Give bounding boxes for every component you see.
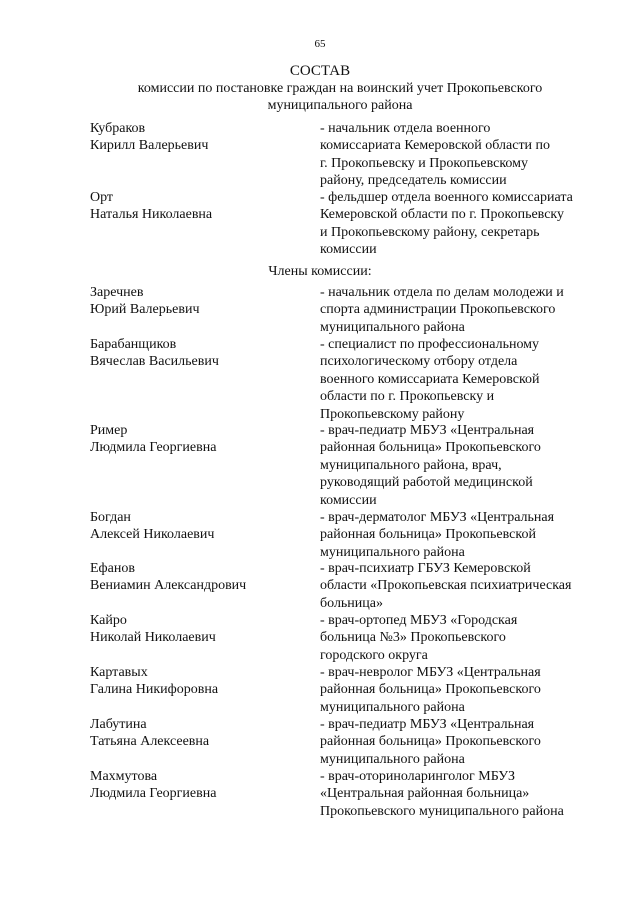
member-surname: Лабутина (90, 717, 147, 732)
member-given-name: Вениамин Александрович (90, 578, 247, 594)
role-line: муниципального района (320, 699, 465, 715)
role-line: району, председатель комиссии (320, 173, 507, 189)
member-given-name: Людмила Георгиевна (90, 440, 217, 456)
role-line: области по г. Прокопьевску и (320, 389, 495, 405)
subtitle-line: комиссии по постановке граждан на воинский учет Прокопьевского (137, 81, 543, 96)
member-surname: Заречнев (90, 285, 144, 300)
role-line: комиссариата Кемеровской области по (320, 138, 551, 154)
role-line: больница» (320, 595, 383, 611)
member-surname: Картавых (90, 665, 148, 680)
member-name (90, 716, 300, 751)
role-line: - врач-педиатр МБУЗ «Центральная (320, 423, 535, 438)
role-line: Прокопьевскому району (320, 406, 465, 422)
role-line: - врач-невролог МБУЗ «Центральная (320, 665, 541, 680)
role-line: - специалист по профессиональному (320, 337, 540, 352)
member-surname: Орт (90, 190, 114, 205)
member-given-name: Татьяна Алексеевна (90, 734, 210, 750)
role-line: муниципального района, врач, (320, 457, 502, 473)
role-line: - врач-педиатр МБУЗ «Центральная (320, 717, 535, 732)
member-given-name: Наталья Николаевна (90, 207, 213, 223)
member-role (320, 422, 600, 509)
member-role (320, 284, 600, 336)
member-role (320, 612, 600, 664)
member-role (320, 716, 600, 768)
member-role (320, 189, 600, 259)
member-name (90, 120, 300, 155)
subtitle-line: муниципального района (267, 98, 413, 113)
member-name (90, 768, 300, 803)
page-number: 65 (314, 38, 326, 50)
member-name (90, 422, 300, 457)
member-name (90, 664, 300, 699)
member-given-name: Алексей Николаевич (90, 527, 215, 543)
member-surname: Кубраков (90, 121, 146, 136)
members-heading: Члены комиссии: (268, 264, 372, 279)
role-line: муниципального района (320, 544, 465, 560)
member-surname: Кайро (90, 613, 127, 628)
role-line: муниципального района (320, 319, 465, 335)
member-surname: Ефанов (90, 561, 135, 576)
member-surname: Барабанщиков (90, 337, 177, 352)
role-line: муниципального района (320, 751, 465, 767)
role-line: городского округа (320, 647, 428, 663)
member-role (320, 120, 600, 190)
role-line: - начальник отдела военного (320, 121, 491, 136)
role-line: - врач-оториноларинголог МБУЗ (320, 769, 516, 784)
member-role (320, 509, 600, 561)
document-subtitle (110, 80, 570, 114)
role-line: области «Прокопьевская психиатрическая (320, 578, 572, 594)
role-line: районная больница» Прокопьевского (320, 682, 541, 698)
role-line: - начальник отдела по делам молодежи и (320, 285, 564, 300)
member-given-name: Юрий Валерьевич (90, 302, 200, 318)
role-line: комиссии (320, 492, 377, 508)
role-line: спорта администрации Прокопьевского (320, 302, 556, 318)
member-role (320, 560, 600, 612)
member-surname: Ример (90, 423, 128, 438)
role-line: районная больница» Прокопьевского (320, 440, 541, 456)
role-line: районная больница» Прокопьевского (320, 734, 541, 750)
role-line: - врач-психиатр ГБУЗ Кемеровской (320, 561, 531, 576)
role-line: - фельдшер отдела военного комиссариата (320, 190, 573, 205)
member-name (90, 189, 300, 224)
member-role (320, 664, 600, 716)
member-given-name: Галина Никифоровна (90, 682, 219, 698)
member-name (90, 560, 300, 595)
role-line: руководящий работой медицинской (320, 475, 533, 491)
member-name (90, 336, 300, 371)
role-line: и Прокопьевскому району, секретарь (320, 224, 540, 240)
member-name (90, 509, 300, 544)
role-line: психологическому отбору отдела (320, 354, 518, 370)
member-surname: Богдан (90, 510, 131, 525)
role-line: - врач-дерматолог МБУЗ «Центральная (320, 510, 555, 525)
member-given-name: Людмила Георгиевна (90, 786, 217, 802)
member-role (320, 768, 600, 820)
member-given-name: Кирилл Валерьевич (90, 138, 209, 154)
member-given-name: Николай Николаевич (90, 630, 216, 646)
role-line: г. Прокопьевску и Прокопьевскому (320, 155, 529, 171)
role-line: районная больница» Прокопьевской (320, 527, 536, 543)
member-name (90, 284, 300, 319)
document-title: СОСТАВ (289, 63, 351, 79)
role-line: Прокопьевского муниципального района (320, 803, 564, 819)
role-line: «Центральная районная больница» (320, 786, 530, 802)
role-line: Кемеровской области по г. Прокопьевску (320, 207, 565, 223)
role-line: комиссии (320, 242, 377, 258)
role-line: военного комиссариата Кемеровской (320, 371, 540, 387)
role-line: - врач-ортопед МБУЗ «Городская (320, 613, 518, 628)
member-given-name: Вячеслав Васильевич (90, 354, 219, 370)
member-role (320, 336, 600, 423)
role-line: больница №3» Прокопьевского (320, 630, 506, 646)
member-name (90, 612, 300, 647)
member-surname: Махмутова (90, 769, 158, 784)
